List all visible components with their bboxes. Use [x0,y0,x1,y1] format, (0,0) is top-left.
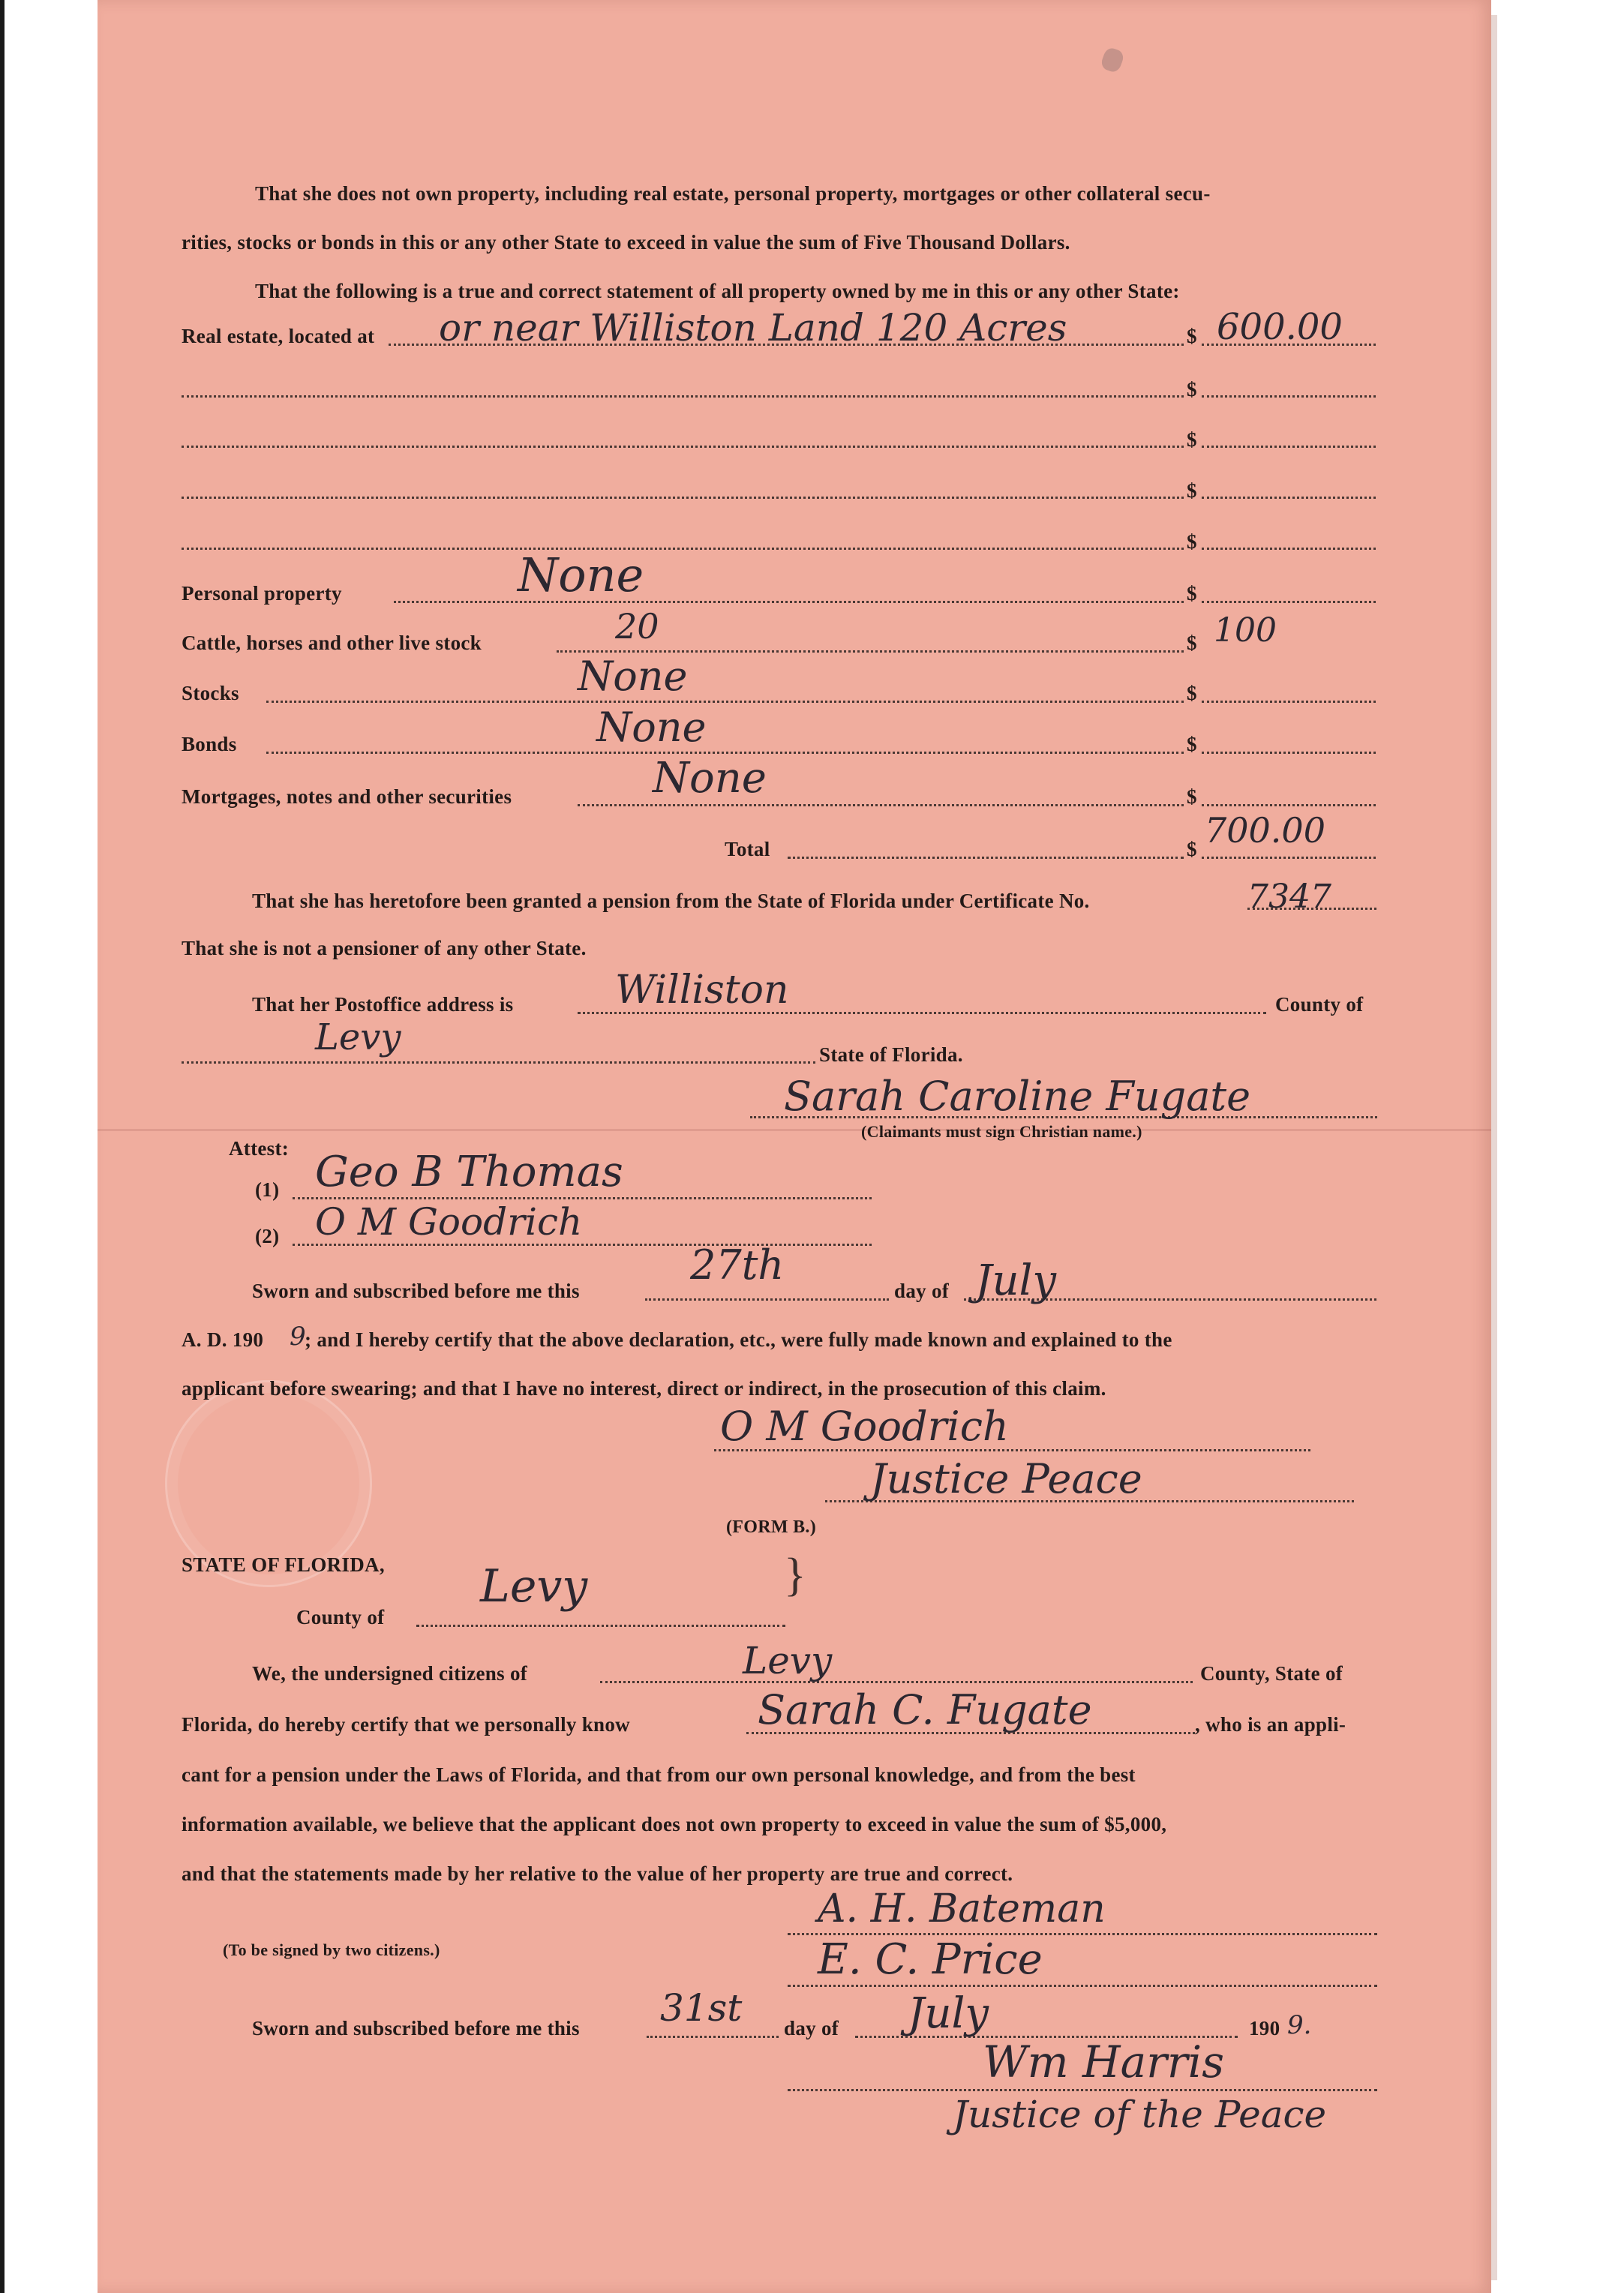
blank-row [182,395,1184,398]
dotted-leader [600,1681,1193,1683]
blank-row [182,446,1184,448]
form-b-line-2-end: , who is an appli- [1195,1713,1346,1736]
currency-sign: $ [1187,785,1197,808]
witness-leader [293,1197,872,1199]
attest-item-2: (2) [255,1225,280,1247]
pension-granted-text: That she has heretofore been granted a pension from the State of Florida under Certificate No. [252,890,1090,912]
amount-leader [1202,446,1376,448]
intro-line-3: That the following is a true and correct statement of all property owned by me in this or any other State: [255,280,1180,302]
blank-row [182,548,1184,550]
witness-2-signature: O M Goodrich [315,1200,583,1244]
form-b-line-2-start: Florida, do hereby certify that we personally know [182,1713,630,1736]
currency-sign: $ [1187,530,1197,553]
dotted-leader [266,701,1184,703]
form-b-month: July [908,1989,989,2038]
form-b-county-value: Levy [480,1560,588,1613]
not-pensioner-text: That she is not a pensioner of any other State. [182,937,587,959]
county-value: Levy [315,1016,401,1058]
form-b-day: 31st [660,1986,743,2030]
certify-line-3: applicant before swearing; and that I have no interest, direct or indirect, in the prosecution of this claim. [182,1377,1106,1400]
personal-property-label: Personal property [182,582,342,605]
paper-fold [98,1129,1491,1131]
certify-line-2: ; and I hereby certify that the above declaration, etc., were fully made known and explained to the [305,1328,1172,1351]
form-b-line-5: and that the statements made by her relative to the value of her property are true and correct. [182,1862,1013,1885]
form-b-title: (FORM B.) [726,1517,817,1537]
cattle-amount: 100 [1214,611,1277,650]
currency-sign: $ [1187,325,1197,347]
day-leader [647,2036,779,2038]
form-b-line-1-start: We, the undersigned citizens of [252,1662,528,1685]
blank-row [182,497,1184,499]
form-b-county-2: Levy [743,1639,833,1682]
total-label: Total [725,838,770,860]
scan-edge [0,0,5,2293]
personal-property-value: None [518,548,644,602]
official-signature: O M Goodrich [720,1403,1009,1450]
citizen-1-signature: A. H. Bateman [818,1886,1106,1931]
currency-sign: $ [1187,378,1197,401]
dotted-leader [788,857,1184,859]
witness-1-signature: Geo B Thomas [315,1148,623,1196]
postoffice-value: Williston [615,968,789,1013]
real-estate-value: or near Williston Land 120 Acres [439,306,1067,350]
currency-sign: $ [1187,428,1197,451]
amount-leader [1202,395,1376,398]
sworn-day: 27th [690,1241,785,1289]
citizen-2-signature: E. C. Price [818,1935,1043,1984]
postoffice-label: That her Postoffice address is [252,993,514,1016]
day-leader [645,1298,889,1301]
bonds-label: Bonds [182,733,237,755]
paper-edge [1491,15,1497,2280]
currency-sign: $ [1187,479,1197,502]
cattle-label: Cattle, horses and other live stock [182,632,482,654]
form-b-line-3: cant for a pension under the Laws of Florida, and that from our own personal knowledge, and from the best [182,1763,1136,1786]
claimant-note: (Claimants must sign Christian name.) [861,1122,1142,1141]
amount-leader [1202,752,1376,754]
signature-leader [788,2089,1377,2091]
day-of-label: day of [894,1280,950,1302]
form-b-county-label: County of [296,1606,385,1628]
total-amount: 700.00 [1205,810,1325,851]
signature-leader [788,1985,1377,1987]
county-leader [416,1625,785,1627]
claimant-signature: Sarah Caroline Fugate [784,1073,1251,1120]
certificate-leader [1247,908,1376,910]
form-b-day-of: day of [784,2017,839,2039]
amount-leader [1202,497,1376,499]
certificate-number: 7347 [1247,878,1331,916]
stocks-label: Stocks [182,682,239,704]
brace: } [784,1550,807,1601]
stocks-value: None [578,653,688,700]
dotted-leader [578,804,1184,806]
official-title: Justice Peace [870,1455,1142,1502]
bonds-value: None [596,704,707,751]
form-b-year-digit: 9. [1287,2010,1312,2040]
applicant-name: Sarah C. Fugate [758,1686,1092,1733]
form-b-official-title: Justice of the Peace [953,2093,1327,2136]
amount-leader [1202,701,1376,703]
real-estate-label: Real estate, located at [182,325,375,347]
county-of-label: County of [1275,993,1364,1016]
state-of-florida-heading: STATE OF FLORIDA, [182,1553,385,1576]
mortgages-label: Mortgages, notes and other securities [182,785,512,808]
currency-sign: $ [1187,632,1197,654]
form-b-official-signature: Wm Harris [983,2036,1224,2087]
currency-sign: $ [1187,838,1197,860]
form-b-year-prefix: 190 [1249,2017,1280,2039]
real-estate-amount: 600.00 [1217,306,1343,348]
attest-label: Attest: [229,1137,290,1160]
intro-line-2: rities, stocks or bonds in this or any other State to exceed in value the sum of Five Thousand Dollars. [182,231,1070,254]
currency-sign: $ [1187,682,1197,704]
sworn-year-digit: 9 [290,1322,306,1352]
currency-sign: $ [1187,733,1197,755]
citizens-note: (To be signed by two citizens.) [223,1940,440,1959]
currency-sign: $ [1187,582,1197,605]
state-of-florida: State of Florida. [819,1043,963,1066]
amount-leader [1202,804,1376,806]
form-b-line-4: information available, we believe that the applicant does not own property to exceed in value the sum of $5,000, [182,1813,1167,1835]
cattle-value: 20 [615,606,659,647]
amount-leader [1202,857,1376,859]
form-b-line-1-end: County, State of [1200,1662,1343,1685]
attest-item-1: (1) [255,1178,280,1201]
mortgages-value: None [653,754,767,803]
amount-leader [1202,601,1376,603]
witness-leader [293,1244,872,1246]
dotted-leader [182,1061,815,1064]
dotted-leader [394,601,1184,603]
form-b-sworn-text: Sworn and subscribed before me this [252,2017,580,2039]
intro-line-1: That she does not own property, including real estate, personal property, mortgages or other collateral secu- [255,182,1211,205]
sworn-month: July [975,1256,1057,1305]
sworn-text: Sworn and subscribed before me this [252,1280,580,1302]
amount-leader [1202,548,1376,550]
ad-prefix: A. D. 190 [182,1328,264,1351]
